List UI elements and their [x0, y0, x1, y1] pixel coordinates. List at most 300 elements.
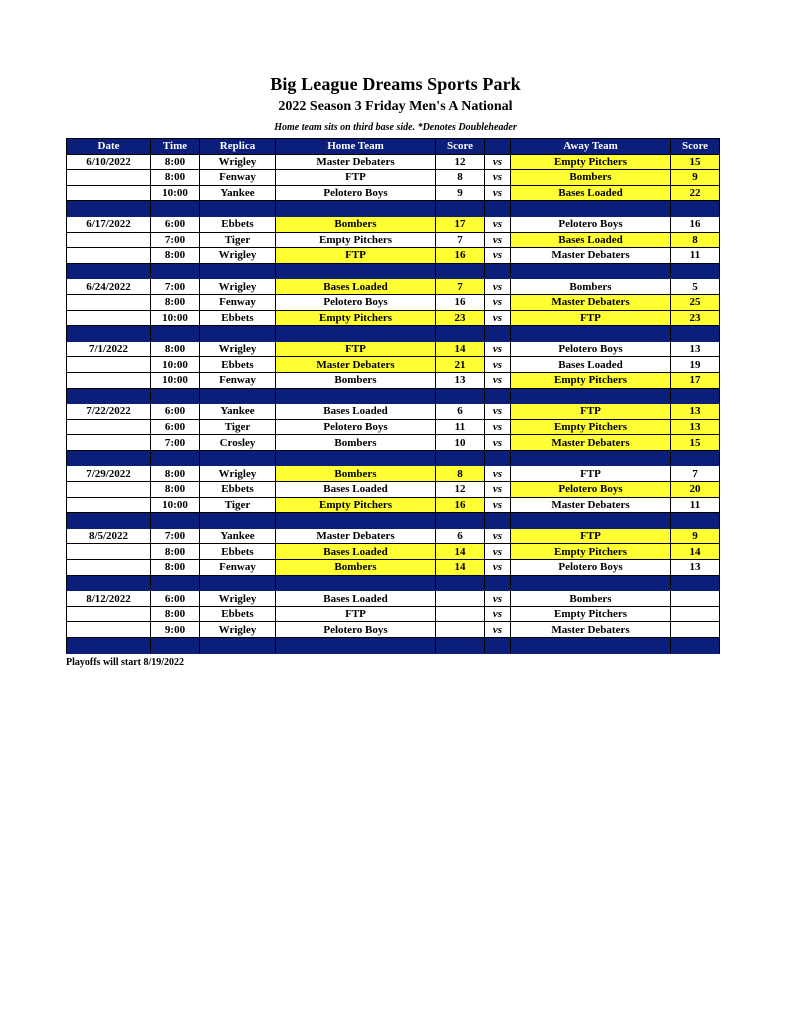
col-header-replica: Replica	[200, 139, 276, 155]
away-score-cell: 14	[671, 544, 720, 560]
header-row	[67, 139, 720, 155]
week-divider	[67, 638, 720, 654]
table-row	[67, 357, 720, 373]
home-team-cell: Bombers	[276, 216, 436, 232]
divider-cell	[485, 450, 511, 466]
away-team-cell: Empty Pitchers	[511, 544, 671, 560]
away-team-cell: FTP	[511, 466, 671, 482]
divider-cell	[436, 638, 485, 654]
away-score-cell: 9	[671, 170, 720, 186]
away-score-cell: 9	[671, 528, 720, 544]
home-team-cell: FTP	[276, 248, 436, 264]
home-team-cell: Bombers	[276, 560, 436, 576]
divider-cell	[436, 263, 485, 279]
divider-cell	[671, 388, 720, 404]
home-team-cell: Bombers	[276, 372, 436, 388]
home-score-cell: 7	[436, 232, 485, 248]
away-team-cell: Bombers	[511, 279, 671, 295]
home-score-cell: 11	[436, 419, 485, 435]
divider-cell	[485, 638, 511, 654]
time-cell: 6:00	[151, 216, 200, 232]
time-cell: 10:00	[151, 497, 200, 513]
schedule-table	[66, 138, 720, 654]
col-header-away-team: Away Team	[511, 139, 671, 155]
divider-cell	[200, 450, 276, 466]
time-cell: 8:00	[151, 466, 200, 482]
divider-cell	[671, 201, 720, 217]
divider-cell	[276, 388, 436, 404]
home-score-cell: 12	[436, 482, 485, 498]
replica-cell: Yankee	[200, 528, 276, 544]
date-cell	[67, 357, 151, 373]
vs-cell: vs	[485, 528, 511, 544]
vs-cell: vs	[485, 294, 511, 310]
date-cell	[67, 232, 151, 248]
time-cell: 7:00	[151, 279, 200, 295]
away-score-cell: 7	[671, 466, 720, 482]
home-team-cell: Pelotero Boys	[276, 185, 436, 201]
table-row	[67, 482, 720, 498]
home-score-cell: 14	[436, 341, 485, 357]
away-team-cell: Empty Pitchers	[511, 606, 671, 622]
divider-cell	[511, 326, 671, 342]
date-cell: 7/22/2022	[67, 404, 151, 420]
home-score-cell: 10	[436, 435, 485, 451]
replica-cell: Yankee	[200, 404, 276, 420]
time-cell: 9:00	[151, 622, 200, 638]
table-row	[67, 544, 720, 560]
away-team-cell: Master Debaters	[511, 294, 671, 310]
replica-cell: Tiger	[200, 232, 276, 248]
home-score-cell	[436, 606, 485, 622]
away-team-cell: Empty Pitchers	[511, 419, 671, 435]
table-row	[67, 622, 720, 638]
replica-cell: Wrigley	[200, 622, 276, 638]
divider-cell	[276, 450, 436, 466]
date-cell	[67, 622, 151, 638]
replica-cell: Wrigley	[200, 341, 276, 357]
replica-cell: Ebbets	[200, 357, 276, 373]
replica-cell: Ebbets	[200, 482, 276, 498]
home-team-cell: Bases Loaded	[276, 591, 436, 607]
vs-cell: vs	[485, 419, 511, 435]
away-score-cell	[671, 622, 720, 638]
divider-cell	[151, 201, 200, 217]
vs-cell: vs	[485, 606, 511, 622]
time-cell: 7:00	[151, 232, 200, 248]
divider-cell	[151, 263, 200, 279]
table-row	[67, 310, 720, 326]
away-score-cell: 13	[671, 419, 720, 435]
home-team-cell: Bases Loaded	[276, 482, 436, 498]
home-team-cell: Bases Loaded	[276, 404, 436, 420]
vs-cell: vs	[485, 622, 511, 638]
table-row	[67, 341, 720, 357]
away-score-cell: 22	[671, 185, 720, 201]
away-score-cell: 8	[671, 232, 720, 248]
time-cell: 8:00	[151, 248, 200, 264]
divider-cell	[436, 388, 485, 404]
home-score-cell: 6	[436, 528, 485, 544]
divider-cell	[200, 575, 276, 591]
home-team-cell: Bombers	[276, 435, 436, 451]
divider-cell	[511, 388, 671, 404]
home-score-cell: 14	[436, 544, 485, 560]
date-cell	[67, 248, 151, 264]
replica-cell: Ebbets	[200, 544, 276, 560]
divider-cell	[151, 388, 200, 404]
table-row	[67, 372, 720, 388]
home-score-cell: 17	[436, 216, 485, 232]
date-cell	[67, 497, 151, 513]
table-row	[67, 294, 720, 310]
divider-cell	[276, 263, 436, 279]
away-team-cell: Master Debaters	[511, 622, 671, 638]
vs-cell: vs	[485, 482, 511, 498]
divider-cell	[436, 201, 485, 217]
week-divider	[67, 263, 720, 279]
replica-cell: Wrigley	[200, 591, 276, 607]
replica-cell: Wrigley	[200, 466, 276, 482]
away-team-cell: Bases Loaded	[511, 232, 671, 248]
divider-cell	[200, 326, 276, 342]
table-row	[67, 560, 720, 576]
away-team-cell: Master Debaters	[511, 248, 671, 264]
date-cell: 8/12/2022	[67, 591, 151, 607]
home-team-cell: Pelotero Boys	[276, 622, 436, 638]
week-divider	[67, 201, 720, 217]
table-row	[67, 185, 720, 201]
home-team-cell: FTP	[276, 341, 436, 357]
table-row	[67, 154, 720, 170]
table-row	[67, 248, 720, 264]
away-score-cell: 13	[671, 404, 720, 420]
time-cell: 7:00	[151, 435, 200, 451]
home-score-cell	[436, 591, 485, 607]
date-cell: 7/1/2022	[67, 341, 151, 357]
date-cell: 6/24/2022	[67, 279, 151, 295]
table-row	[67, 419, 720, 435]
divider-cell	[67, 326, 151, 342]
date-cell	[67, 544, 151, 560]
date-cell	[67, 170, 151, 186]
time-cell: 8:00	[151, 294, 200, 310]
away-score-cell	[671, 591, 720, 607]
date-cell	[67, 560, 151, 576]
date-cell	[67, 482, 151, 498]
divider-cell	[671, 450, 720, 466]
date-cell	[67, 606, 151, 622]
col-header-vs	[485, 139, 511, 155]
home-score-cell: 7	[436, 279, 485, 295]
divider-cell	[485, 263, 511, 279]
replica-cell: Crosley	[200, 435, 276, 451]
divider-cell	[511, 513, 671, 529]
divider-cell	[151, 450, 200, 466]
home-score-cell: 6	[436, 404, 485, 420]
away-team-cell: FTP	[511, 528, 671, 544]
home-score-cell: 16	[436, 497, 485, 513]
vs-cell: vs	[485, 497, 511, 513]
home-team-cell: Bombers	[276, 466, 436, 482]
date-cell	[67, 294, 151, 310]
home-score-cell: 16	[436, 294, 485, 310]
divider-cell	[485, 326, 511, 342]
replica-cell: Fenway	[200, 170, 276, 186]
time-cell: 6:00	[151, 419, 200, 435]
divider-cell	[276, 575, 436, 591]
home-team-cell: Master Debaters	[276, 528, 436, 544]
replica-cell: Fenway	[200, 372, 276, 388]
home-score-cell: 16	[436, 248, 485, 264]
vs-cell: vs	[485, 357, 511, 373]
date-cell: 6/10/2022	[67, 154, 151, 170]
vs-cell: vs	[485, 560, 511, 576]
divider-cell	[436, 326, 485, 342]
away-team-cell: Master Debaters	[511, 497, 671, 513]
vs-cell: vs	[485, 248, 511, 264]
divider-cell	[511, 575, 671, 591]
table-row	[67, 528, 720, 544]
home-team-note: Home team sits on third base side. *Denotes Doubleheader	[274, 122, 517, 133]
home-score-cell: 9	[436, 185, 485, 201]
time-cell: 8:00	[151, 170, 200, 186]
divider-cell	[67, 575, 151, 591]
home-score-cell: 8	[436, 170, 485, 186]
home-team-cell: FTP	[276, 170, 436, 186]
away-score-cell: 11	[671, 497, 720, 513]
date-cell: 6/17/2022	[67, 216, 151, 232]
divider-cell	[511, 450, 671, 466]
replica-cell: Yankee	[200, 185, 276, 201]
replica-cell: Ebbets	[200, 606, 276, 622]
time-cell: 10:00	[151, 357, 200, 373]
time-cell: 6:00	[151, 591, 200, 607]
vs-cell: vs	[485, 591, 511, 607]
divider-cell	[436, 575, 485, 591]
time-cell: 8:00	[151, 482, 200, 498]
divider-cell	[436, 513, 485, 529]
divider-cell	[200, 201, 276, 217]
home-team-cell: Empty Pitchers	[276, 497, 436, 513]
col-header-time: Time	[151, 139, 200, 155]
home-team-cell: Pelotero Boys	[276, 419, 436, 435]
time-cell: 10:00	[151, 310, 200, 326]
divider-cell	[276, 513, 436, 529]
home-score-cell: 13	[436, 372, 485, 388]
page-title: Big League Dreams Sports Park	[270, 74, 521, 94]
table-row	[67, 497, 720, 513]
table-row	[67, 232, 720, 248]
schedule-body	[67, 154, 720, 653]
away-team-cell: FTP	[511, 404, 671, 420]
vs-cell: vs	[485, 341, 511, 357]
table-row	[67, 216, 720, 232]
away-team-cell: Bombers	[511, 170, 671, 186]
replica-cell: Wrigley	[200, 248, 276, 264]
away-score-cell: 15	[671, 154, 720, 170]
table-row	[67, 466, 720, 482]
date-cell: 7/29/2022	[67, 466, 151, 482]
home-team-cell: Empty Pitchers	[276, 232, 436, 248]
home-team-cell: Pelotero Boys	[276, 294, 436, 310]
away-score-cell: 19	[671, 357, 720, 373]
time-cell: 10:00	[151, 185, 200, 201]
week-divider	[67, 450, 720, 466]
replica-cell: Fenway	[200, 294, 276, 310]
vs-cell: vs	[485, 170, 511, 186]
divider-cell	[67, 201, 151, 217]
divider-cell	[200, 388, 276, 404]
divider-cell	[671, 638, 720, 654]
divider-cell	[276, 201, 436, 217]
home-team-cell: Master Debaters	[276, 357, 436, 373]
week-divider	[67, 388, 720, 404]
date-cell	[67, 310, 151, 326]
divider-cell	[485, 388, 511, 404]
home-team-cell: Bases Loaded	[276, 279, 436, 295]
vs-cell: vs	[485, 466, 511, 482]
date-cell	[67, 419, 151, 435]
vs-cell: vs	[485, 310, 511, 326]
away-score-cell: 20	[671, 482, 720, 498]
away-score-cell: 13	[671, 341, 720, 357]
home-score-cell: 23	[436, 310, 485, 326]
time-cell: 8:00	[151, 341, 200, 357]
home-score-cell: 14	[436, 560, 485, 576]
away-score-cell	[671, 606, 720, 622]
replica-cell: Wrigley	[200, 154, 276, 170]
away-team-cell: Empty Pitchers	[511, 372, 671, 388]
divider-cell	[67, 388, 151, 404]
divider-cell	[485, 513, 511, 529]
divider-cell	[151, 575, 200, 591]
playoffs-note: Playoffs will start 8/19/2022	[66, 657, 185, 668]
replica-cell: Tiger	[200, 497, 276, 513]
divider-cell	[671, 263, 720, 279]
away-team-cell: Bombers	[511, 591, 671, 607]
table-row	[67, 170, 720, 186]
away-score-cell: 16	[671, 216, 720, 232]
divider-cell	[671, 513, 720, 529]
away-score-cell: 23	[671, 310, 720, 326]
week-divider	[67, 575, 720, 591]
away-team-cell: Pelotero Boys	[511, 216, 671, 232]
home-score-cell	[436, 622, 485, 638]
col-header-date: Date	[67, 139, 151, 155]
col-header-away-score: Score	[671, 139, 720, 155]
away-team-cell: Bases Loaded	[511, 357, 671, 373]
away-team-cell: Empty Pitchers	[511, 154, 671, 170]
divider-cell	[511, 638, 671, 654]
divider-cell	[200, 513, 276, 529]
divider-cell	[151, 513, 200, 529]
away-score-cell: 5	[671, 279, 720, 295]
col-header-home-team: Home Team	[276, 139, 436, 155]
time-cell: 10:00	[151, 372, 200, 388]
divider-cell	[67, 263, 151, 279]
home-team-cell: FTP	[276, 606, 436, 622]
vs-cell: vs	[485, 372, 511, 388]
vs-cell: vs	[485, 435, 511, 451]
away-score-cell: 15	[671, 435, 720, 451]
table-row	[67, 606, 720, 622]
away-team-cell: Pelotero Boys	[511, 341, 671, 357]
divider-cell	[511, 263, 671, 279]
home-team-cell: Empty Pitchers	[276, 310, 436, 326]
time-cell: 7:00	[151, 528, 200, 544]
divider-cell	[671, 326, 720, 342]
date-cell	[67, 435, 151, 451]
divider-cell	[276, 326, 436, 342]
divider-cell	[485, 201, 511, 217]
date-cell: 8/5/2022	[67, 528, 151, 544]
col-header-home-score: Score	[436, 139, 485, 155]
vs-cell: vs	[485, 279, 511, 295]
divider-cell	[485, 575, 511, 591]
date-cell	[67, 372, 151, 388]
divider-cell	[276, 638, 436, 654]
away-score-cell: 25	[671, 294, 720, 310]
away-score-cell: 11	[671, 248, 720, 264]
week-divider	[67, 326, 720, 342]
away-score-cell: 13	[671, 560, 720, 576]
date-cell	[67, 185, 151, 201]
home-team-cell: Bases Loaded	[276, 544, 436, 560]
page-subtitle: 2022 Season 3 Friday Men's A National	[278, 99, 513, 114]
away-team-cell: Master Debaters	[511, 435, 671, 451]
away-team-cell: Pelotero Boys	[511, 482, 671, 498]
replica-cell: Wrigley	[200, 279, 276, 295]
week-divider	[67, 513, 720, 529]
home-team-cell: Master Debaters	[276, 154, 436, 170]
replica-cell: Fenway	[200, 560, 276, 576]
vs-cell: vs	[485, 185, 511, 201]
replica-cell: Tiger	[200, 419, 276, 435]
table-row	[67, 404, 720, 420]
away-team-cell: Bases Loaded	[511, 185, 671, 201]
vs-cell: vs	[485, 544, 511, 560]
table-row	[67, 591, 720, 607]
time-cell: 8:00	[151, 544, 200, 560]
home-score-cell: 21	[436, 357, 485, 373]
divider-cell	[151, 638, 200, 654]
home-score-cell: 12	[436, 154, 485, 170]
vs-cell: vs	[485, 154, 511, 170]
divider-cell	[511, 201, 671, 217]
time-cell: 8:00	[151, 606, 200, 622]
divider-cell	[200, 263, 276, 279]
time-cell: 6:00	[151, 404, 200, 420]
divider-cell	[200, 638, 276, 654]
away-score-cell: 17	[671, 372, 720, 388]
table-row	[67, 279, 720, 295]
away-team-cell: Pelotero Boys	[511, 560, 671, 576]
home-score-cell: 8	[436, 466, 485, 482]
table-row	[67, 435, 720, 451]
divider-cell	[67, 450, 151, 466]
away-team-cell: FTP	[511, 310, 671, 326]
divider-cell	[671, 575, 720, 591]
time-cell: 8:00	[151, 154, 200, 170]
replica-cell: Ebbets	[200, 216, 276, 232]
vs-cell: vs	[485, 216, 511, 232]
divider-cell	[151, 326, 200, 342]
vs-cell: vs	[485, 232, 511, 248]
vs-cell: vs	[485, 404, 511, 420]
divider-cell	[67, 513, 151, 529]
time-cell: 8:00	[151, 560, 200, 576]
